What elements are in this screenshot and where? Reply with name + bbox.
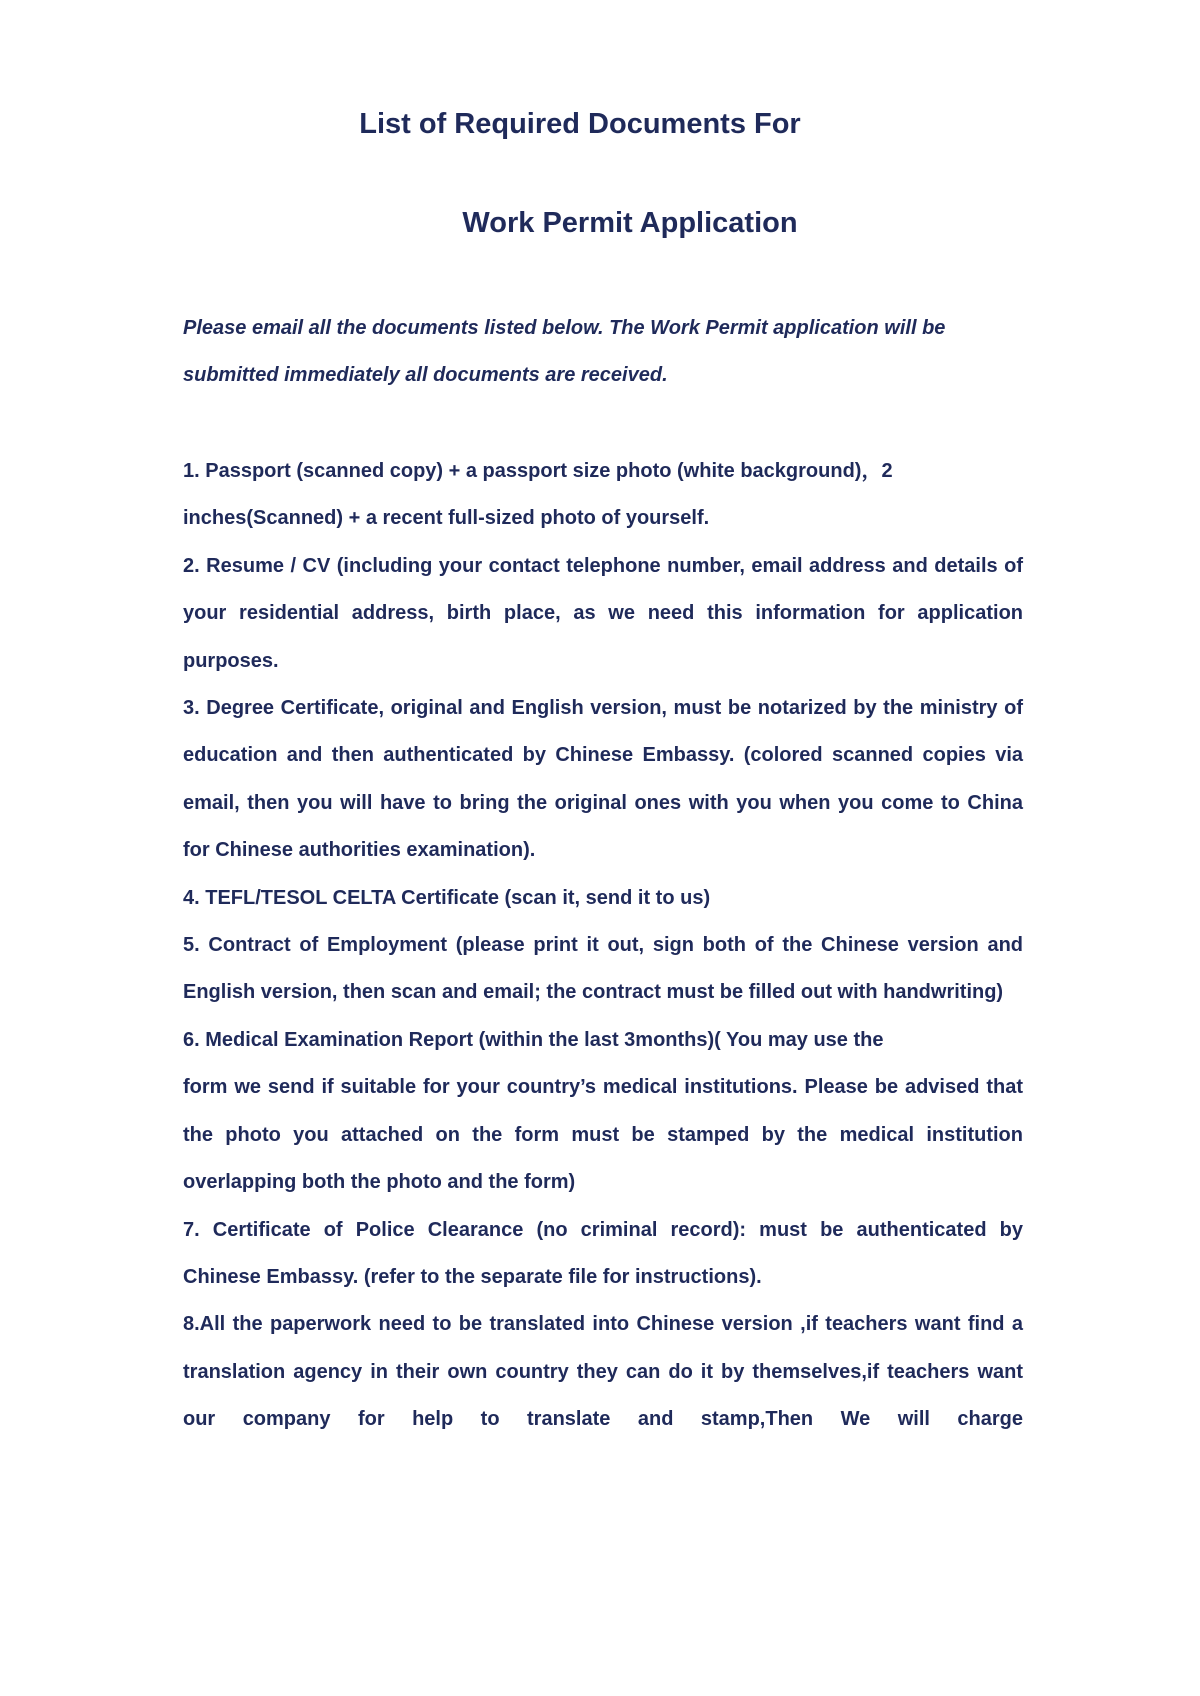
- list-item-medical-report: [183, 1017, 1023, 1207]
- list-item-resume: 2. Resume / CV (including your contact telephone number, email address and details of your residential address, birth place, as we need this information for application purposes.: [183, 554, 1023, 672]
- intro-paragraph: [183, 305, 1023, 399]
- intro-line-1: Please email all the documents listed below. The Work Permit application will be: [183, 317, 946, 339]
- list-item-medical-report-line-1: 6. Medical Examination Report (within the last 3months)( You may use the: [183, 1028, 884, 1051]
- list-item-police-clearance: 7. Certificate of Police Clearance (no criminal record): must be authenticated by Chinese Embassy. (refer to the separate file for instructions).: [183, 1218, 1023, 1288]
- list-item-passport: [183, 448, 1023, 543]
- list-item-translation: 8.All the paperwork need to be translated into Chinese version ,if teachers want find a translation agency in their own country they can do it by themselves,if teachers want our company for help to translate and stamp,Then We will charge: [183, 1313, 1023, 1431]
- intro-line-2: submitted immediately all documents are received.: [183, 364, 668, 386]
- document-title-line-2: Work Permit Application: [462, 207, 798, 239]
- required-documents-list: [183, 448, 1023, 1444]
- list-item-medical-report-rest: form we send if suitable for your country’s medical institutions. Please be advised that the photo you attached on the form must be stamped by the medical institution overlapping both the photo and the form): [183, 1076, 1023, 1194]
- document-title-line-1: List of Required Documents For: [359, 108, 801, 140]
- list-item-passport-line-2: inches(Scanned) + a recent full-sized photo of yourself.: [183, 507, 710, 530]
- list-item-degree-certificate: 3. Degree Certificate, original and English version, must be notarized by the ministry of education and then authenticated by Chinese Embassy. (colored scanned copies via email, then you will have to bring the original ones with you when you come to China for Chinese authorities examination).: [183, 697, 1023, 862]
- list-item-tefl-certificate: 4. TEFL/TESOL CELTA Certificate (scan it, send it to us): [183, 886, 711, 909]
- list-item-contract: 5. Contract of Employment (please print it out, sign both of the Chinese version and English version, then scan and email; the contract must be filled out with handwriting): [183, 934, 1023, 1004]
- list-item-passport-line-1: 1. Passport (scanned copy) + a passport size photo (white background)，2: [183, 460, 893, 482]
